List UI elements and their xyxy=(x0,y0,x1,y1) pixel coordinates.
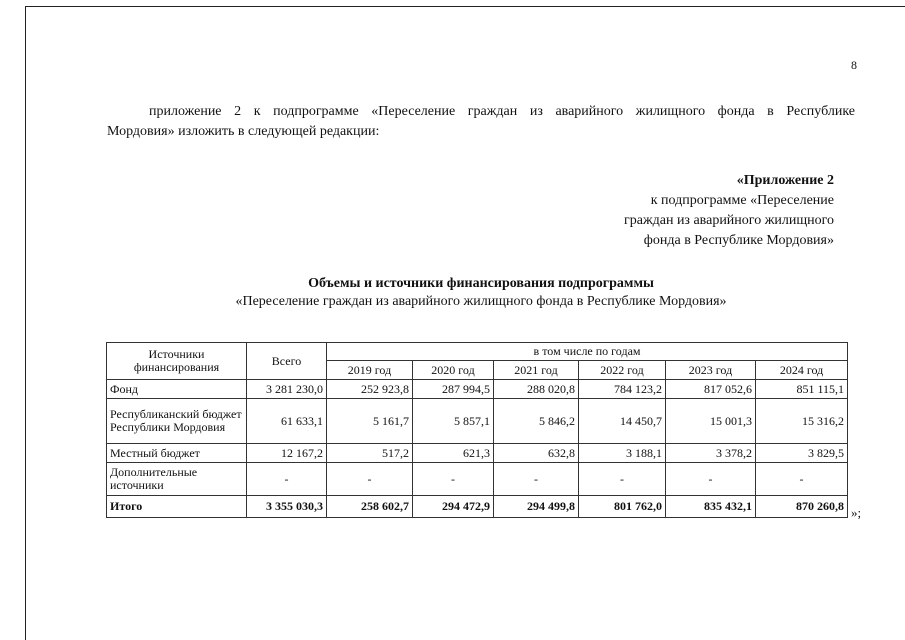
table-row xyxy=(107,444,848,463)
row-value: 3 188,1 xyxy=(579,444,666,463)
table-row-total xyxy=(107,496,848,518)
header-year: 2024 год xyxy=(756,361,848,380)
row-value: - xyxy=(756,463,848,496)
row-value: 288 020,8 xyxy=(494,380,579,399)
intro-line-2: Мордовия» изложить в следующей редакции: xyxy=(107,124,380,139)
row-total: 12 167,2 xyxy=(247,444,327,463)
row-value: 287 994,5 xyxy=(413,380,494,399)
row-value: 801 762,0 xyxy=(579,496,666,518)
scan-border-left xyxy=(25,6,26,640)
row-value: 870 260,8 xyxy=(756,496,848,518)
appendix-line: к подпрограмме «Переселение xyxy=(650,193,834,208)
header-year: 2020 год xyxy=(413,361,494,380)
appendix-heading: «Приложение 2 xyxy=(736,173,834,188)
row-value: 252 923,8 xyxy=(327,380,413,399)
row-total: - xyxy=(247,463,327,496)
row-value: 3 378,2 xyxy=(666,444,756,463)
row-total: 3 281 230,0 xyxy=(247,380,327,399)
row-value: 14 450,7 xyxy=(579,399,666,444)
intro-paragraph xyxy=(107,102,855,142)
table-row xyxy=(107,463,848,496)
row-value: 517,2 xyxy=(327,444,413,463)
row-source: Дополнительные источники xyxy=(107,463,247,496)
header-year: 2019 год xyxy=(327,361,413,380)
row-value: - xyxy=(413,463,494,496)
row-value: 851 115,1 xyxy=(756,380,848,399)
appendix-block xyxy=(590,171,834,251)
header-year: 2023 год xyxy=(666,361,756,380)
row-value: 15 001,3 xyxy=(666,399,756,444)
row-value: 5 846,2 xyxy=(494,399,579,444)
row-value: - xyxy=(579,463,666,496)
appendix-line: граждан из аварийного жилищного xyxy=(623,213,834,228)
row-value: 835 432,1 xyxy=(666,496,756,518)
row-value: 294 499,8 xyxy=(494,496,579,518)
row-source: Фонд xyxy=(107,380,247,399)
header-year: 2021 год xyxy=(494,361,579,380)
appendix-line: фонда в Республике Мордовия» xyxy=(643,233,834,248)
row-value: 621,3 xyxy=(413,444,494,463)
row-source: Итого xyxy=(107,496,247,518)
row-source: Местный бюджет xyxy=(107,444,247,463)
financing-table xyxy=(106,342,848,518)
intro-line-1: приложение 2 к подпрограмме «Переселение граждан из аварийного жилищного фонда в Республике xyxy=(149,104,855,119)
row-value: 294 472,9 xyxy=(413,496,494,518)
row-value: 784 123,2 xyxy=(579,380,666,399)
header-source: Источники финансирования xyxy=(107,343,247,380)
row-total: 61 633,1 xyxy=(247,399,327,444)
page-number: 8 xyxy=(851,58,857,72)
row-value: 817 052,6 xyxy=(666,380,756,399)
row-value: - xyxy=(494,463,579,496)
table-row xyxy=(107,399,848,444)
row-value: 5 161,7 xyxy=(327,399,413,444)
row-value: - xyxy=(666,463,756,496)
row-source: Республиканский бюджет Республики Мордовия xyxy=(107,399,247,444)
row-value: 258 602,7 xyxy=(327,496,413,518)
table-title xyxy=(107,275,855,311)
table-title-line-1: Объемы и источники финансирования подпрограммы xyxy=(308,276,654,291)
row-value: - xyxy=(327,463,413,496)
row-total: 3 355 030,3 xyxy=(247,496,327,518)
header-year: 2022 год xyxy=(579,361,666,380)
row-value: 5 857,1 xyxy=(413,399,494,444)
table-title-line-2: «Переселение граждан из аварийного жилищного фонда в Республике Мордовия» xyxy=(235,294,727,309)
row-value: 3 829,5 xyxy=(756,444,848,463)
table-row xyxy=(107,380,848,399)
row-value: 632,8 xyxy=(494,444,579,463)
header-total: Всего xyxy=(247,343,327,380)
row-value: 15 316,2 xyxy=(756,399,848,444)
closing-quote: »; xyxy=(851,505,862,520)
scan-border-top xyxy=(25,6,905,7)
header-by-years: в том числе по годам xyxy=(327,343,848,361)
